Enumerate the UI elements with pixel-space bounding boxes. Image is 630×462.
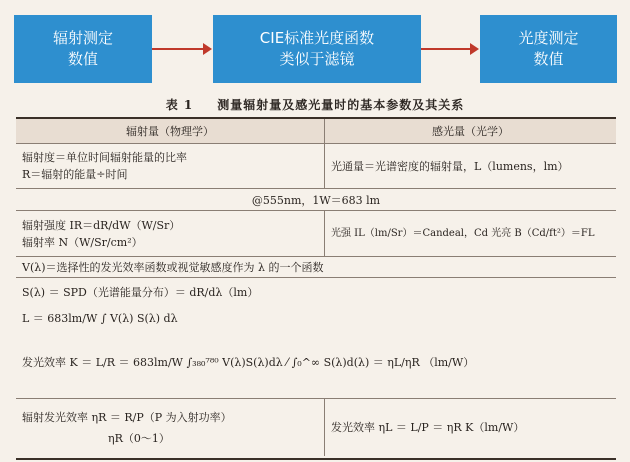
- table-cell: [325, 211, 616, 256]
- flow-box-line: 辐射测定: [52, 29, 113, 47]
- table-cell: @555nm，1W＝683 lm: [251, 193, 381, 207]
- table-cell: [16, 278, 616, 398]
- cell-line: 辐射强度 IR＝dR/dW（W/Sr）: [22, 218, 181, 232]
- table-row: [16, 189, 616, 211]
- flow-box-photometric-value: [480, 15, 617, 83]
- flow-arrow: [152, 48, 210, 50]
- flow-box-line: 光度测定: [518, 29, 579, 47]
- table-cell: [16, 144, 325, 188]
- flow-arrow: [421, 48, 477, 50]
- cell-line: 光强 IL（lm/Sr）＝Candeal，Cd 光亮 B（Cd/ft²）＝FL: [331, 228, 595, 239]
- cell-line: 辐射度＝单位时间辐射能量的比率: [22, 151, 187, 164]
- formula-line: S(λ) ＝ SPD（光谱能量分布）＝ dR/dλ（lm）: [22, 286, 259, 299]
- table-row: [16, 257, 616, 278]
- table-cell: [16, 399, 325, 456]
- cell-line: 辐射发光效率 ηR ＝ R/P（P 为入射功率）: [22, 410, 232, 424]
- header-radiometric: 辐射量（物理学）: [16, 119, 325, 143]
- table-row: [16, 144, 616, 189]
- formula-line: 发光效率 K ＝ L/R ＝ 683lm/W ∫₃₈₀⁷⁸⁰ V(λ)S(λ)dλ ⁄ ∫₀^∞ S(λ)d(λ) ＝ ηL/ηR （lm/W）: [22, 356, 475, 369]
- flow-box-line: 数值: [67, 50, 98, 68]
- cell-line: 光通量＝光谱密度的辐射量，L（lumens，lm）: [331, 159, 569, 173]
- flow-box-line: 类似于滤镜: [279, 50, 355, 68]
- table-caption: [0, 96, 630, 113]
- flow-box-cie-function: [213, 15, 421, 83]
- table-title: 测量辐射量及感光量时的基本参数及其关系: [217, 98, 465, 112]
- table-header-row: [16, 119, 616, 144]
- table-row: [16, 211, 616, 257]
- cell-line: 发光效率 ηL ＝ L/P ＝ ηR K（lm/W）: [331, 421, 525, 434]
- table-cell: [325, 144, 616, 188]
- table-row: [16, 278, 616, 399]
- flow-box-line: CIE标准光度函数: [259, 29, 375, 47]
- flow-box-line: 数值: [533, 50, 564, 68]
- cell-line: ηR（0～1）: [108, 431, 170, 445]
- table-cell: [16, 211, 325, 256]
- flow-box-radiometric-value: [14, 15, 152, 83]
- header-photometric: 感光量（光学）: [432, 125, 509, 138]
- table-cell: [325, 399, 616, 456]
- cell-line: R＝辐射的能量÷时间: [22, 168, 128, 181]
- table-row: [16, 399, 616, 456]
- parameter-table: [16, 117, 616, 460]
- formula-line: L ＝ 683lm/W ∫ V(λ) S(λ) dλ: [22, 312, 178, 325]
- cell-line: 辐射率 N（W/Sr/cm²）: [22, 235, 143, 249]
- table-number: 表 1: [165, 98, 194, 112]
- table-cell: V(λ)＝选择性的发光效率函数或视觉敏感度作为 λ 的一个函数: [22, 261, 324, 274]
